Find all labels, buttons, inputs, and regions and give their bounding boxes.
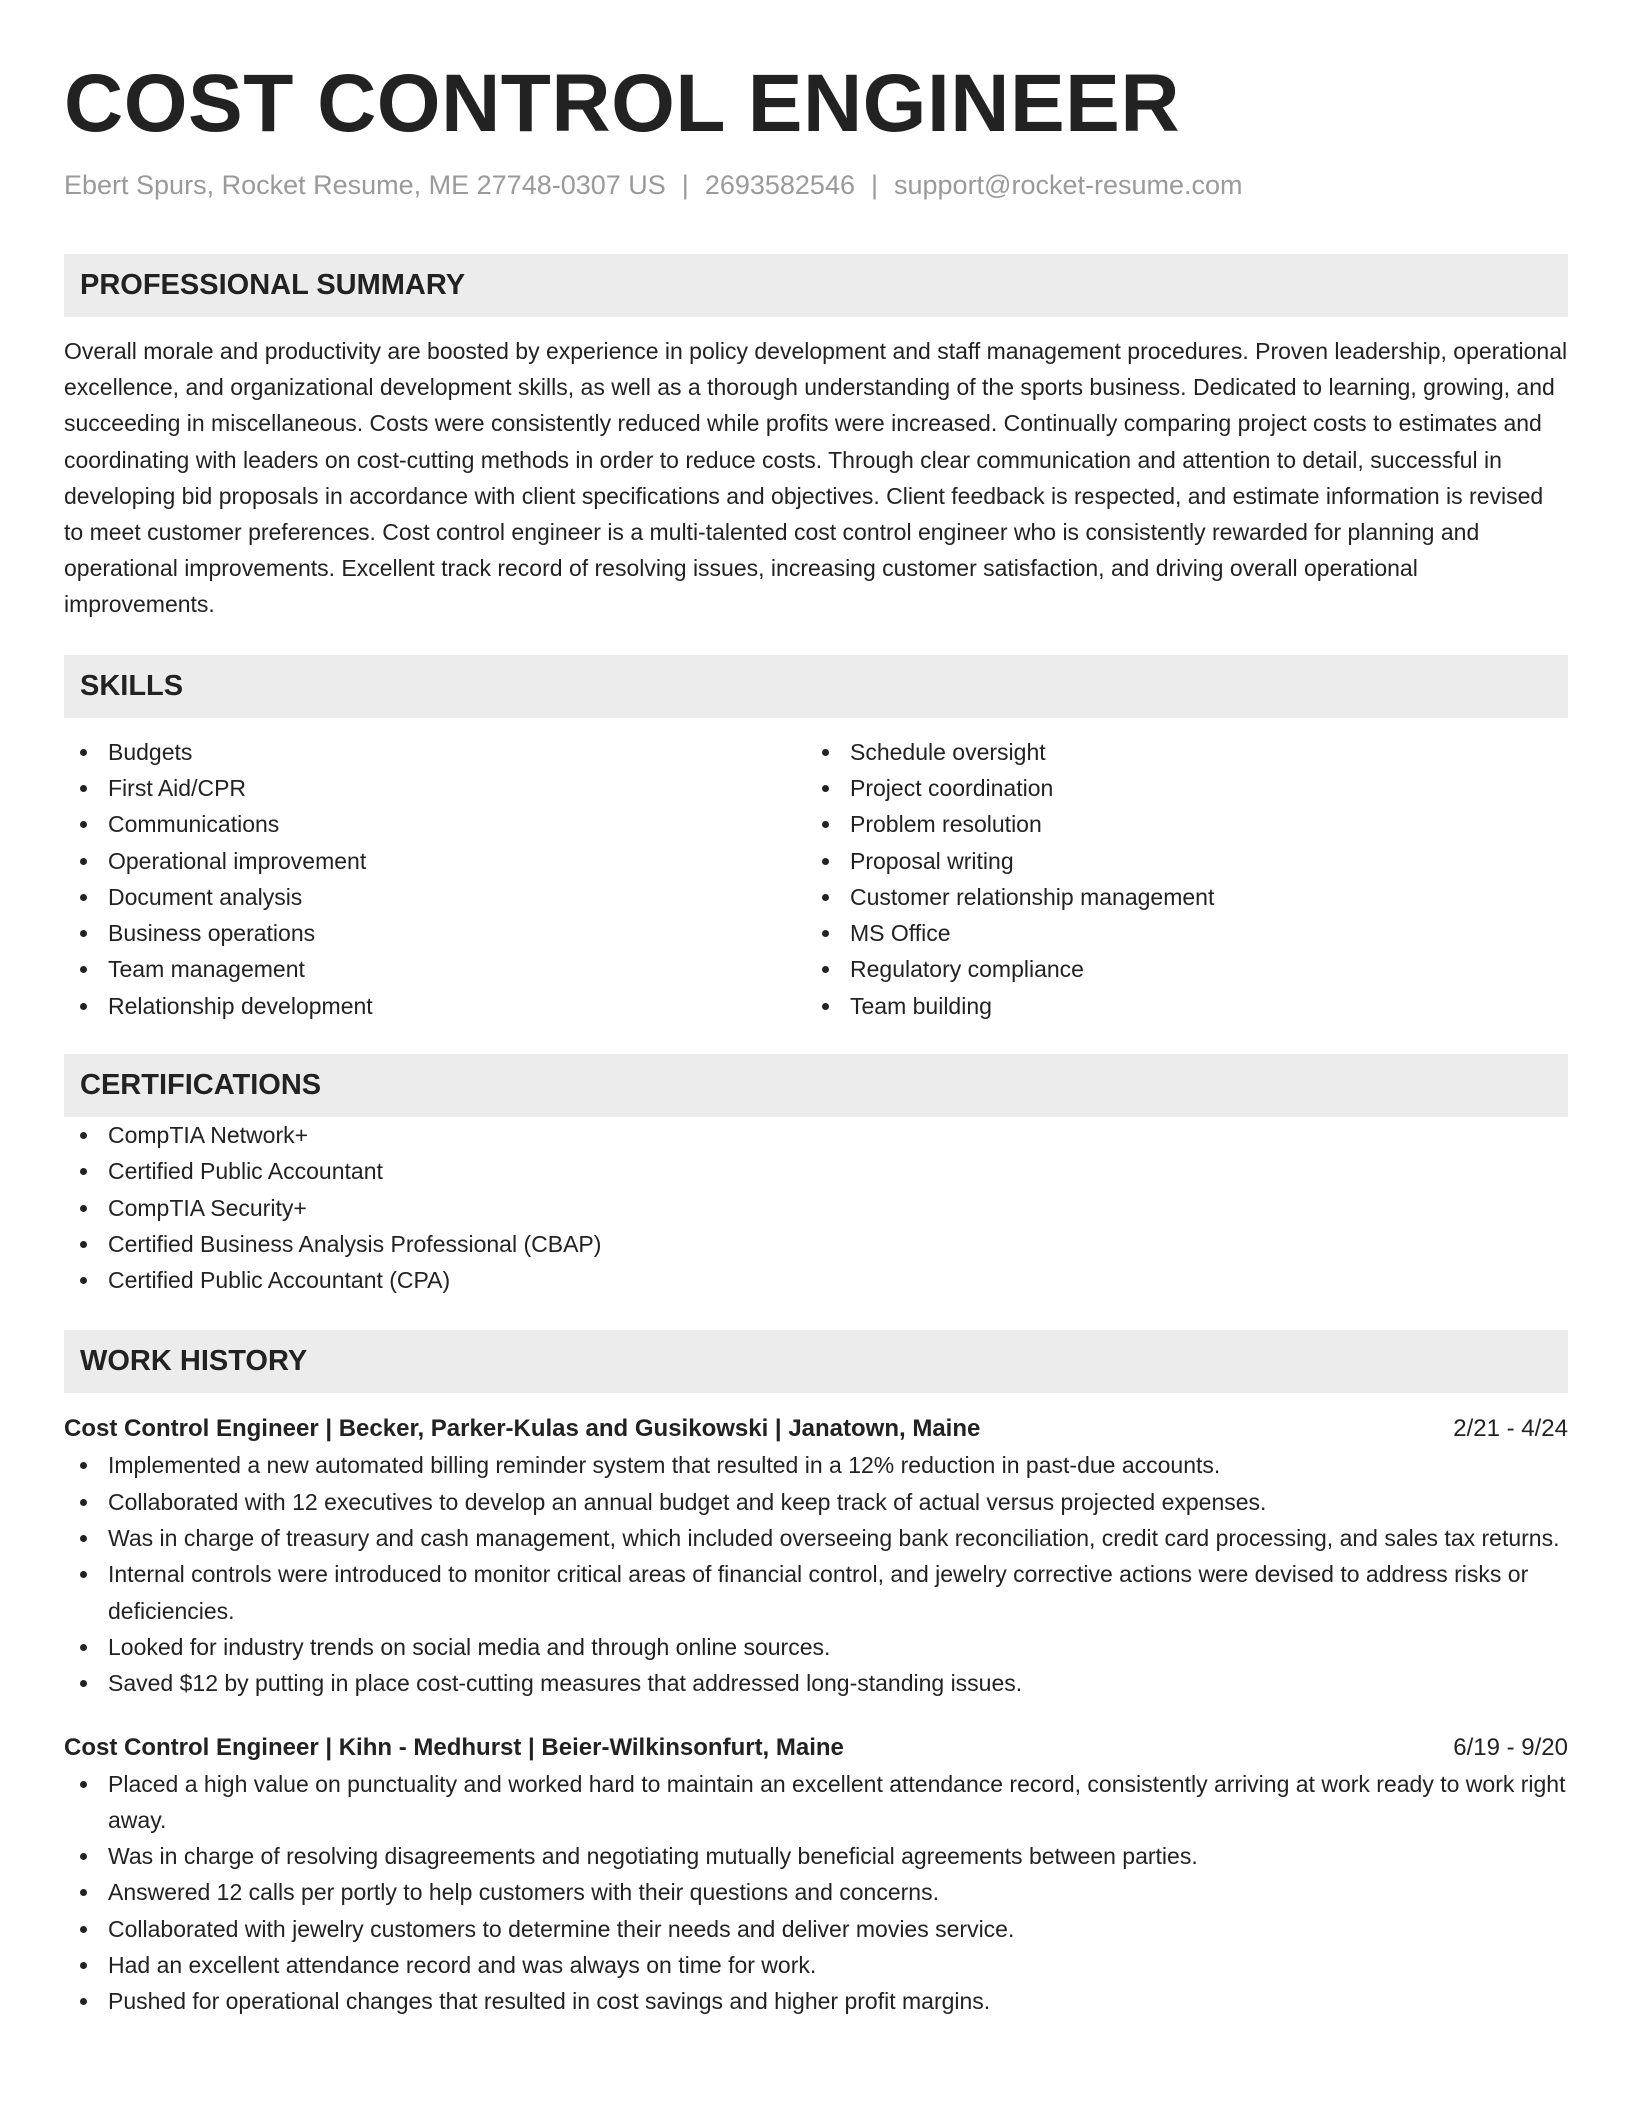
resume-page <box>64 56 1568 2020</box>
skill-item: Problem resolution <box>806 806 1548 842</box>
skill-item: Schedule oversight <box>806 734 1548 770</box>
section-heading-certifications: CERTIFICATIONS <box>64 1054 1568 1117</box>
certification-item: Certified Public Accountant <box>64 1153 1568 1189</box>
job-bullet: Looked for industry trends on social media and through online sources. <box>64 1629 1568 1665</box>
certification-item: CompTIA Security+ <box>64 1190 1568 1226</box>
skill-item: Proposal writing <box>806 843 1548 879</box>
skill-item: Operational improvement <box>64 843 806 879</box>
skill-item: First Aid/CPR <box>64 770 806 806</box>
candidate-title: COST CONTROL ENGINEER <box>64 58 1181 149</box>
contact-separator: | <box>870 170 878 200</box>
skill-item: Business operations <box>64 915 806 951</box>
summary-paragraph: Overall morale and productivity are boosted by experience in policy development and staff management procedures. Proven leadership, operational excellence, and organizational development skills, as well as a thorough understanding of the sports business. Dedicated to learning, growing, and succeeding in miscellaneous. Costs were consistently reduced while profits were increased. Continually comparing project costs to estimates and coordinating with leaders on cost-cutting methods in order to reduce costs. Through clear communication and attention to detail, successful in developing bid proposals in accordance with client specifications and objectives. Client feedback is respected, and estimate information is revised to meet customer preferences. Cost control engineer is a multi-talented cost control engineer who is consistently rewarded for planning and operational improvements. Excellent track record of resolving issues, increasing customer satisfaction, and driving overall operational improvements. <box>64 338 1568 618</box>
contact-separator: | <box>681 170 689 200</box>
job-bullet: Had an excellent attendance record and was always on time for work. <box>64 1947 1568 1983</box>
job-bullet-list <box>64 1766 1568 2020</box>
skills-list-left <box>64 734 806 1024</box>
skill-item: Communications <box>64 806 806 842</box>
skill-item: MS Office <box>806 915 1548 951</box>
job-header <box>64 1730 1568 1766</box>
job-bullet: Was in charge of treasury and cash management, which included overseeing bank reconciliation, credit card processing, and sales tax returns. <box>64 1520 1568 1556</box>
job-bullet: Collaborated with 12 executives to develop an annual budget and keep track of actual versus projected expenses. <box>64 1484 1568 1520</box>
section-heading-work-history: WORK HISTORY <box>64 1330 1568 1393</box>
job-bullet-list <box>64 1447 1568 1701</box>
certification-item: CompTIA Network+ <box>64 1117 1568 1153</box>
certification-item: Certified Public Accountant (CPA) <box>64 1262 1568 1298</box>
job-bullet: Was in charge of resolving disagreements and negotiating mutually beneficial agreements between parties. <box>64 1838 1568 1874</box>
skill-item: Team management <box>64 951 806 987</box>
certifications-list <box>64 1117 1568 1298</box>
job-bullet: Collaborated with jewelry customers to determine their needs and deliver movies service. <box>64 1911 1568 1947</box>
job-title: Cost Control Engineer | Kihn - Medhurst | Beier-Wilkinsonfurt, Maine <box>64 1733 844 1761</box>
certification-item: Certified Business Analysis Professional (CBAP) <box>64 1226 1568 1262</box>
job-bullet: Pushed for operational changes that resulted in cost savings and higher profit margins. <box>64 1983 1568 2019</box>
job-title: Cost Control Engineer | Becker, Parker-Kulas and Gusikowski | Janatown, Maine <box>64 1415 981 1443</box>
contact-phone: 2693582546 <box>704 170 855 200</box>
skills-grid <box>64 734 1568 1024</box>
job-bullet: Saved $12 by putting in place cost-cutting measures that addressed long-standing issues. <box>64 1665 1568 1701</box>
skill-item: Relationship development <box>64 988 806 1024</box>
skill-item: Project coordination <box>806 770 1548 806</box>
job-bullet: Internal controls were introduced to monitor critical areas of financial control, and jewelry corrective actions were devised to address risks or deficiencies. <box>64 1556 1568 1629</box>
section-heading-summary: PROFESSIONAL SUMMARY <box>64 254 1568 317</box>
job-entry <box>64 1730 1568 2020</box>
job-bullet: Placed a high value on punctuality and worked hard to maintain an excellent attendance record, consistently arriving at work ready to work right away. <box>64 1766 1568 1839</box>
skill-item: Regulatory compliance <box>806 951 1548 987</box>
job-dates: 6/19 - 9/20 <box>1453 1733 1568 1761</box>
contact-email: support@rocket-resume.com <box>894 170 1243 200</box>
job-dates: 2/21 - 4/24 <box>1453 1415 1568 1443</box>
job-bullet: Implemented a new automated billing reminder system that resulted in a 12% reduction in past-due accounts. <box>64 1447 1568 1483</box>
skill-item: Team building <box>806 988 1548 1024</box>
job-entry <box>64 1411 1568 1701</box>
section-heading-skills: SKILLS <box>64 655 1568 718</box>
skills-list-right <box>806 734 1548 1024</box>
contact-address: Ebert Spurs, Rocket Resume, ME 27748-0307 US <box>64 170 666 200</box>
contact-line <box>64 168 1568 202</box>
job-header <box>64 1411 1568 1447</box>
skill-item: Budgets <box>64 734 806 770</box>
skill-item: Customer relationship management <box>806 879 1548 915</box>
skill-item: Document analysis <box>64 879 806 915</box>
job-bullet: Answered 12 calls per portly to help customers with their questions and concerns. <box>64 1874 1568 1910</box>
